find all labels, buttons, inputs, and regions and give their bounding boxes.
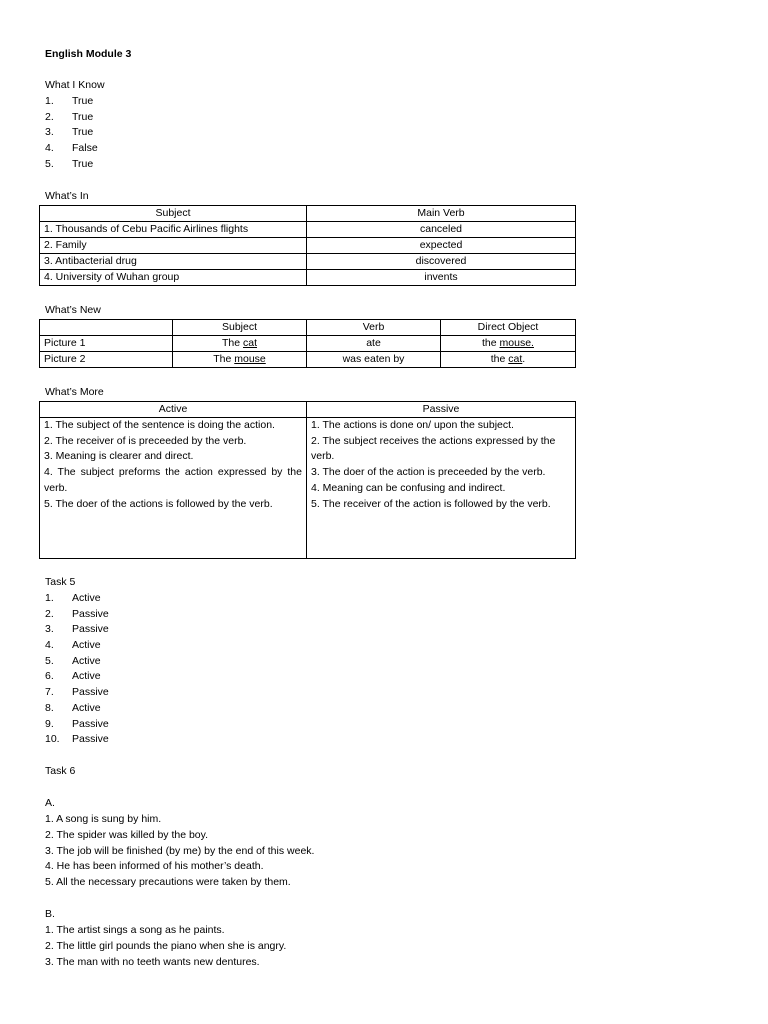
task6-heading: Task 6 [45, 765, 76, 777]
list-item: 4. False [45, 142, 98, 155]
table-cell: Picture 2 [40, 352, 173, 368]
list-item: 5. Active [45, 654, 101, 667]
table-row [40, 352, 576, 368]
whats-new-table [39, 319, 576, 368]
table-cell: the cat. [441, 352, 576, 368]
list-item: 4. The subject preforms the action expressed by the verb. [44, 466, 302, 494]
list-item: 4. Meaning can be confusing and indirect. [311, 481, 506, 494]
table-header-row [40, 320, 576, 336]
table-cell: expected [307, 238, 576, 254]
table-cell: discovered [307, 254, 576, 270]
table-row [40, 336, 576, 352]
list-item: 3. True [45, 126, 94, 139]
table-cell: 3. Antibacterial drug [40, 254, 307, 270]
task5-heading: Task 5 [45, 576, 76, 588]
list-item: 2. The spider was killed by the boy. [45, 828, 209, 841]
column-header: Verb [307, 320, 441, 336]
table-row [40, 238, 576, 254]
list-item: 5. The receiver of the action is followed by the verb. [311, 497, 551, 510]
list-item: 2. The receiver of is preceeded by the verb. [44, 434, 247, 447]
list-item: 1. The subject of the sentence is doing the action. [44, 419, 275, 431]
column-header: Passive [307, 402, 576, 418]
list-item: 4. He has been informed of his mother’s death. [45, 860, 264, 873]
list-item: 6. Active [45, 670, 101, 683]
table-row [40, 418, 576, 559]
task6-a-label: A. [45, 797, 55, 809]
list-item: 1. A song is sung by him. [45, 813, 162, 825]
whats-in-table [39, 205, 576, 286]
table-cell: The cat [173, 336, 307, 352]
task6-a-list [45, 812, 314, 891]
list-item: 2. The little girl pounds the piano when she is angry. [45, 939, 287, 952]
list-item: 7. Passive [45, 686, 109, 699]
table-cell: Picture 1 [40, 336, 173, 352]
list-item: 10. Passive [45, 733, 109, 746]
active-cell [40, 418, 307, 559]
column-header: Active [40, 402, 307, 418]
what-i-know-heading: What I Know [45, 79, 105, 91]
list-item: 1. The artist sings a song as he paints. [45, 924, 225, 936]
table-cell: 4. University of Wuhan group [40, 270, 307, 286]
list-item: 3. The job will be finished (by me) by the end of this week. [45, 844, 315, 857]
table-cell: ate [307, 336, 441, 352]
list-item: 2. The subject receives the actions expressed by the verb. [311, 434, 556, 463]
list-item: 1. Active [45, 592, 101, 604]
passive-cell [307, 418, 576, 559]
list-item: 3. Passive [45, 623, 109, 636]
column-header: Main Verb [307, 206, 576, 222]
list-item: 4. Active [45, 639, 101, 652]
list-item: 5. True [45, 157, 94, 170]
table-cell: The mouse [173, 352, 307, 368]
list-item: 1. True [45, 95, 94, 107]
table-cell: canceled [307, 222, 576, 238]
list-item: 8. Active [45, 701, 101, 714]
table-cell: invents [307, 270, 576, 286]
list-item: 3. The man with no teeth wants new dentures. [45, 955, 260, 968]
task5-list [45, 591, 109, 748]
list-item: 1. The actions is done on/ upon the subject. [311, 419, 514, 431]
whats-more-heading: What’s More [45, 386, 104, 398]
table-cell: 2. Family [40, 238, 307, 254]
table-cell: the mouse. [441, 336, 576, 352]
list-item: 5. All the necessary precautions were taken by them. [45, 876, 291, 889]
whats-new-heading: What’s New [45, 304, 101, 316]
list-item: 2. True [45, 110, 94, 123]
table-row [40, 222, 576, 238]
list-item: 9. Passive [45, 717, 109, 730]
table-header-row [40, 206, 576, 222]
column-header: Subject [173, 320, 307, 336]
list-item: 5. The doer of the actions is followed by the verb. [44, 497, 273, 510]
table-row [40, 254, 576, 270]
column-header: Direct Object [441, 320, 576, 336]
table-cell: 1. Thousands of Cebu Pacific Airlines flights [40, 222, 307, 238]
what-i-know-list [45, 94, 98, 172]
column-header [40, 320, 173, 336]
table-cell: was eaten by [307, 352, 441, 368]
column-header: Subject [40, 206, 307, 222]
list-item: 3. The doer of the action is preceeded by the verb. [311, 466, 546, 479]
table-header-row [40, 402, 576, 418]
list-item: 3. Meaning is clearer and direct. [44, 450, 194, 463]
list-item: 2. Passive [45, 607, 109, 620]
task6-b-list [45, 923, 286, 970]
whats-in-heading: What’s In [45, 190, 89, 202]
whats-more-table [39, 401, 576, 559]
task6-b-label: B. [45, 908, 55, 920]
doc-title: English Module 3 [45, 48, 132, 60]
table-row [40, 270, 576, 286]
